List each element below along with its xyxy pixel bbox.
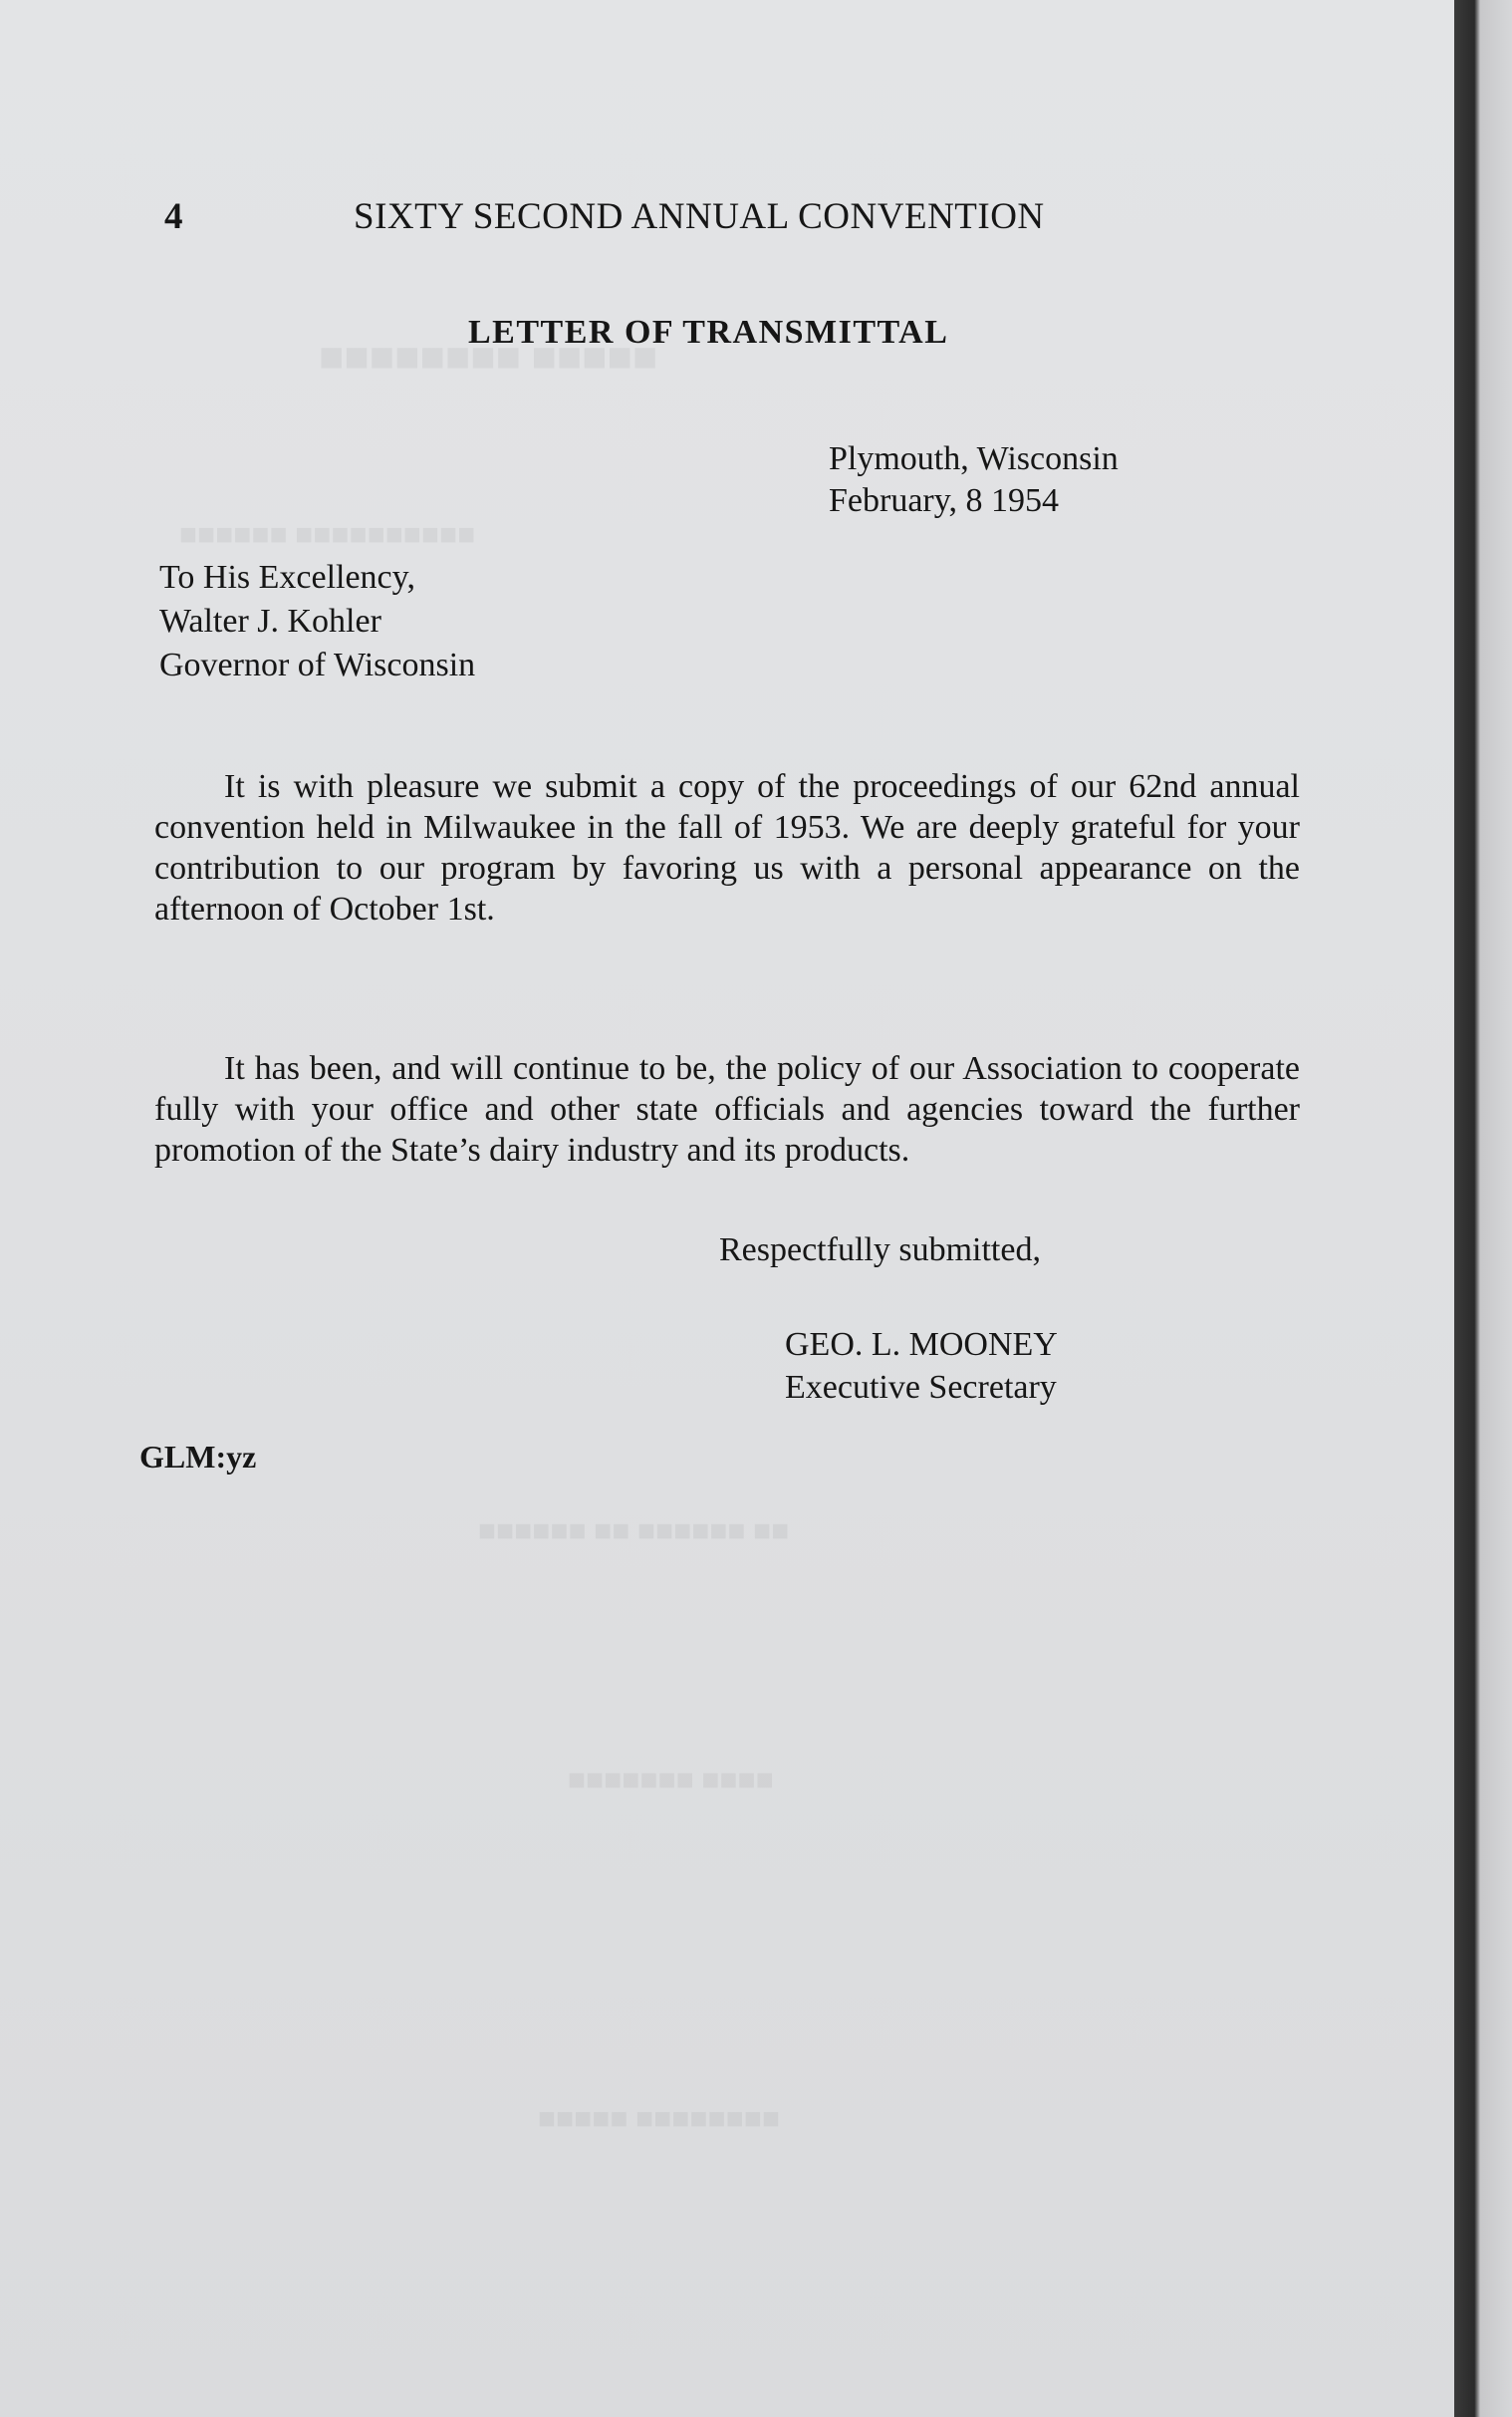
show-through-text: ■■■■■■■■■■ ■■■■■■ <box>179 518 476 551</box>
running-title: SIXTY SECOND ANNUAL CONVENTION <box>354 196 1045 237</box>
body-paragraph: It is with pleasure we submit a copy of the proceedings of our 62nd annual convention held in Milwaukee in the fall of 1953. We are deeply grateful for your contribution to our program by favoring us with a personal appearance on the afternoon of October 1st. <box>154 768 1300 928</box>
signer-title: Executive Secretary <box>785 1369 1057 1406</box>
page-number: 4 <box>164 196 183 237</box>
show-through-text: ■■■■■ ■■■■■■■■ <box>319 335 658 381</box>
show-through-text: ■■■■ ■■■■■■■ <box>568 1763 774 1796</box>
reference-initials: GLM:yz <box>139 1439 257 1475</box>
letter-place: Plymouth, Wisconsin <box>829 440 1119 477</box>
letter-dateline <box>829 438 1119 522</box>
show-through-text: ■■ ■■■■■■ ■■ ■■■■■■ <box>478 1514 790 1547</box>
addressee-line: Governor of Wisconsin <box>159 647 476 683</box>
signer-name: GEO. L. MOONEY <box>785 1326 1058 1363</box>
signature-block <box>785 1323 1058 1409</box>
show-through-text: ■■■■■■■■ ■■■■■ <box>538 2102 781 2135</box>
addressee-block <box>159 556 475 687</box>
letter-closing: Respectfully submitted, <box>719 1231 1041 1268</box>
letter-title: LETTER OF TRANSMITTAL <box>468 314 949 351</box>
addressee-line: Walter J. Kohler <box>159 603 381 640</box>
page-edge-shadow <box>1454 0 1512 2417</box>
letter-date: February, 8 1954 <box>829 482 1060 519</box>
addressee-line: To His Excellency, <box>159 559 415 596</box>
body-paragraph: It has been, and will continue to be, the policy of our Association to cooperate fully with your office and other state officials and agencies toward the further promotion of the State’s dairy industry and its products. <box>154 1050 1300 1169</box>
